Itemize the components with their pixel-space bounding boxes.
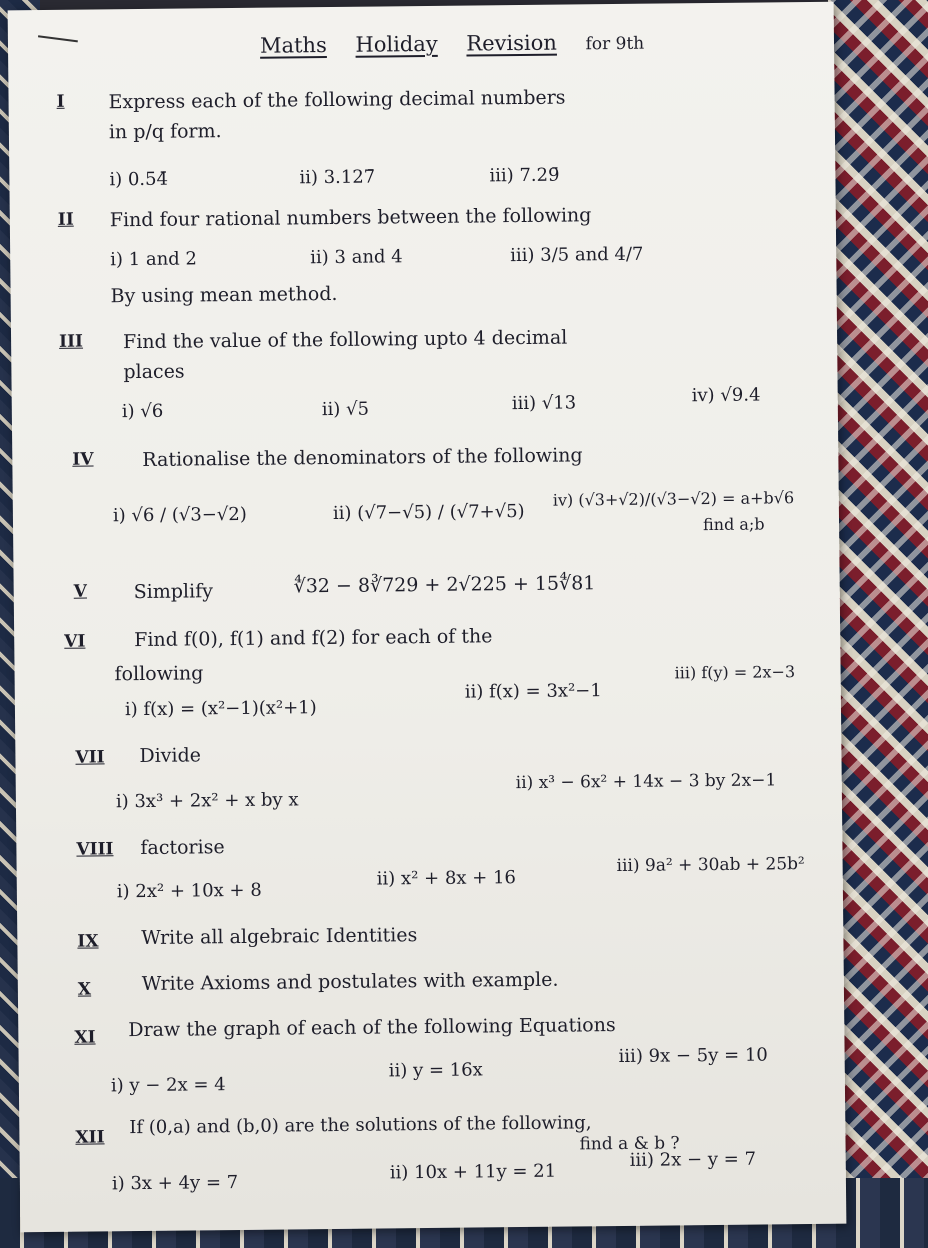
question-8-item-3: iii) 9a² + 30ab + 25b² xyxy=(616,854,805,877)
question-number-3: III xyxy=(58,331,84,352)
question-1-item-2: ii) 3.127̄ xyxy=(299,166,376,189)
question-4-item-4: iv) (√3+√2)/(√3−√2) = a+b√6 xyxy=(552,488,795,510)
question-4-item-2: ii) (√7−√5) / (√7+√5) xyxy=(332,500,525,524)
question-number-12: XII xyxy=(75,1127,105,1148)
question-2-item-1: i) 1 and 2 xyxy=(110,248,198,271)
question-number-2: II xyxy=(57,209,74,230)
question-5-expression: ∜32 − 8∛729 + 2√225 + 15∜81 xyxy=(293,572,596,598)
question-3-text-line2: places xyxy=(123,360,185,384)
question-12-text-line2: find a & b ? xyxy=(579,1133,680,1155)
question-7-text: Divide xyxy=(139,744,202,768)
question-number-8: VIII xyxy=(76,839,114,860)
question-11-text: Draw the graph of each of the following Equations xyxy=(128,1014,616,1042)
question-number-4: IV xyxy=(72,449,94,470)
question-8-text: factorise xyxy=(140,836,225,860)
question-4-find: find a;b xyxy=(702,514,765,535)
question-1-item-3: iii) 7.29̄ xyxy=(489,164,560,187)
question-2-method: By using mean method. xyxy=(110,282,338,308)
question-6-text: Find f(0), f(1) and f(2) for each of the xyxy=(134,625,493,652)
question-2-text: Find four rational numbers between the following xyxy=(109,204,592,232)
question-8-item-1: i) 2x² + 10x + 8 xyxy=(116,879,262,903)
question-1-text: Express each of the following decimal numbers xyxy=(108,86,566,114)
question-2-item-3: iii) 3/5 and 4/7 xyxy=(510,243,644,267)
question-4-item-1: i) √6 / (√3−√2) xyxy=(112,503,247,527)
question-11-item-2: ii) y = 16x xyxy=(388,1059,483,1082)
question-10-text: Write Axioms and postulates with example. xyxy=(141,968,559,996)
question-11-item-3: iii) 9x − 5y = 10 xyxy=(618,1044,768,1068)
title-word-maths: Maths xyxy=(259,33,327,58)
title-word-revision: Revision xyxy=(466,30,557,56)
question-5-text: Simplify xyxy=(133,580,214,604)
question-7-item-1: i) 3x³ + 2x² + x by x xyxy=(115,789,299,813)
question-number-7: VII xyxy=(75,747,105,768)
question-12-item-2: ii) 10x + 11y = 21 xyxy=(389,1160,557,1184)
question-12-item-1: i) 3x + 4y = 7 xyxy=(111,1172,239,1195)
question-1-text-line2: in p/q form. xyxy=(108,120,222,144)
question-number-9: IX xyxy=(77,931,99,952)
question-number-1: I xyxy=(56,91,65,112)
question-8-item-2: ii) x² + 8x + 16 xyxy=(376,867,517,890)
title-word-grade: for 9th xyxy=(585,33,645,55)
question-number-5: V xyxy=(73,581,88,602)
question-2-item-2: ii) 3 and 4 xyxy=(310,246,403,269)
pen-mark xyxy=(38,35,78,42)
question-3-item-1: i) √6 xyxy=(121,400,164,423)
question-6-item-3: iii) f(y) = 2x−3 xyxy=(674,662,796,683)
question-11-item-1: i) y − 2x = 4 xyxy=(110,1074,226,1097)
question-number-11: XI xyxy=(74,1027,96,1048)
question-3-text: Find the value of the following upto 4 decimal xyxy=(122,326,568,354)
question-9-text: Write all algebraic Identities xyxy=(141,924,418,950)
question-12-text: If (0,a) and (b,0) are the solutions of the following, xyxy=(129,1112,592,1139)
worksheet-paper xyxy=(8,2,847,1233)
question-6-item-2: ii) f(x) = 3x²−1 xyxy=(464,680,602,703)
question-1-item-1: i) 0.54̄ xyxy=(109,168,169,191)
question-3-item-2: ii) √5 xyxy=(321,398,370,421)
question-6-item-1: i) f(x) = (x²−1)(x²+1) xyxy=(124,697,317,721)
question-3-item-4: iv) √9.4 xyxy=(691,384,761,407)
question-number-10: X xyxy=(77,979,92,1000)
question-4-text: Rationalise the denominators of the following xyxy=(142,444,583,471)
question-12-item-3: iii) 2x − y = 7 xyxy=(629,1148,757,1171)
question-7-item-2: ii) x³ − 6x² + 14x − 3 by 2x−1 xyxy=(515,770,777,794)
question-6-text-line2: following xyxy=(114,662,204,686)
question-number-6: VI xyxy=(64,631,86,652)
question-3-item-3: iii) √13 xyxy=(511,392,577,415)
title-word-holiday: Holiday xyxy=(355,31,438,57)
page-title xyxy=(260,29,666,57)
